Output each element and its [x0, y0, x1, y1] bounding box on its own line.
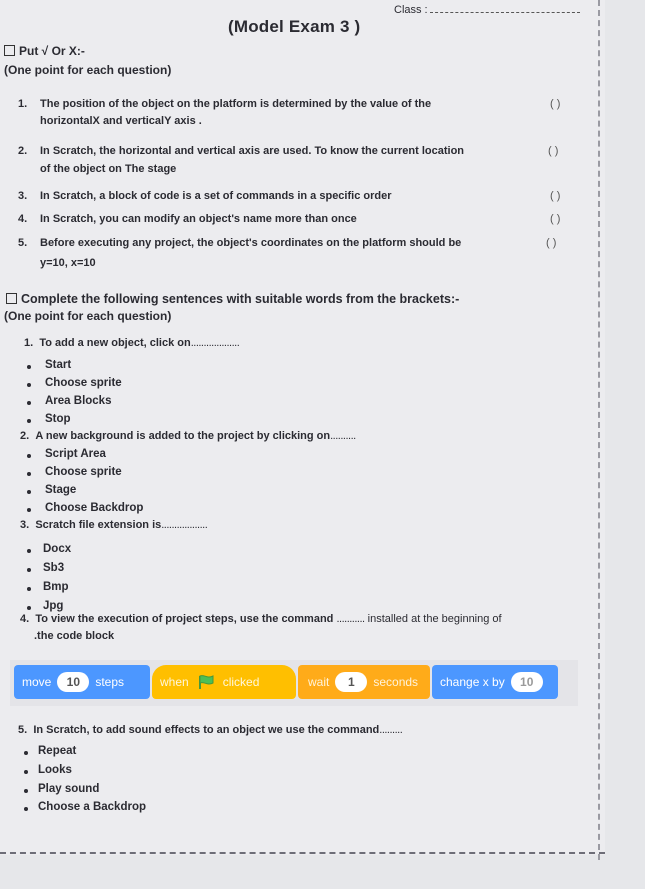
bullet-icon [27, 587, 31, 591]
s1-q5-num: 5. [18, 237, 28, 249]
move-label: move [22, 675, 52, 689]
s1-q5-line1: Before executing any project, the object's coordinates on the platform should be [40, 237, 462, 249]
s2-q3-option: Docx [43, 543, 72, 555]
change-x-by-block [432, 665, 558, 699]
s2-q5-option: Choose a Backdrop [38, 801, 146, 813]
s2-q3-option: Bmp [43, 581, 69, 593]
page-title: (Model Exam 3 ) [228, 17, 361, 36]
change-x-label: change x by [440, 675, 505, 689]
bullet-icon [24, 807, 28, 811]
s2-q2: 2. A new background is added to the project by clicking on.......... [20, 430, 356, 442]
s2-q5-option: Repeat [38, 745, 77, 757]
bullet-icon [24, 789, 28, 793]
s2-q4: 4. To view the execution of project steps, use the command ........... installed at the beginning of [20, 613, 502, 625]
s1-q3-answer: ( ) [550, 190, 561, 202]
s2-q3-option: Sb3 [43, 562, 65, 574]
s1-q4-answer: ( ) [550, 213, 561, 225]
bullet-icon [27, 606, 31, 610]
s2-q3-option: Jpg [43, 600, 64, 612]
s2-q5-option: Play sound [38, 783, 100, 795]
s2-q2-option: Script Area [45, 448, 106, 460]
change-x-value: 10 [511, 672, 543, 692]
when-flag-clicked-block [152, 665, 296, 699]
bullet-icon [27, 490, 31, 494]
s2-q1-option: Area Blocks [45, 395, 112, 407]
wait-value: 1 [335, 672, 367, 692]
s2-q1: 1. To add a new object, click on................... [24, 337, 240, 349]
bullet-icon [27, 419, 31, 423]
section2-subheading: (One point for each question) [4, 309, 172, 323]
s1-q2-line1: In Scratch, the horizontal and vertical axis are used. To know the current location [40, 145, 465, 157]
s1-q1-answer: ( ) [550, 98, 561, 110]
wait-seconds-block [298, 665, 430, 699]
s2-q2-option: Stage [45, 484, 77, 496]
s2-q4-line2: .the code block [34, 630, 115, 642]
s2-q5-option: Looks [38, 764, 72, 776]
s2-q1-option: Stop [45, 413, 71, 425]
bullet-icon [27, 472, 31, 476]
s1-q1-line2: horizontalX and verticalY axis . [40, 115, 202, 127]
s1-q4-num: 4. [18, 213, 28, 225]
class-label: Class : [394, 4, 428, 16]
bullet-icon [27, 508, 31, 512]
s1-q2-line2: of the object on The stage [40, 163, 177, 175]
s2-q5: 5. In Scratch, to add sound effects to an object we use the command......... [18, 724, 403, 736]
clicked-label: clicked [222, 675, 260, 689]
bullet-icon [27, 549, 31, 553]
when-label: when [160, 675, 189, 689]
s1-q2-num: 2. [18, 145, 28, 157]
bullet-icon [27, 454, 31, 458]
s1-q2-answer: ( ) [548, 145, 559, 157]
steps-label: steps [95, 675, 125, 689]
s1-q5-line2: y=10, x=10 [40, 257, 96, 269]
class-field [394, 4, 580, 16]
page-edge-bottom [0, 852, 605, 854]
s1-q3-num: 3. [18, 190, 28, 202]
checkbox-icon [6, 293, 17, 304]
s1-q4-line1: In Scratch, you can modify an object's name more than once [40, 213, 357, 225]
section2-heading: Complete the following sentences with suitable words from the brackets:- [6, 292, 459, 306]
s1-q1-num: 1. [18, 98, 28, 110]
s1-q1-line1: The position of the object on the platform is determined by the value of the [40, 98, 432, 110]
bullet-icon [24, 770, 28, 774]
move-steps-block [14, 665, 150, 699]
s2-q2-option: Choose Backdrop [45, 502, 144, 514]
checkbox-icon [4, 45, 15, 56]
section1-heading: Put √ Or X:- [4, 44, 85, 58]
s2-q2-option: Choose sprite [45, 466, 122, 478]
s2-q3: 3. Scratch file extension is.................. [20, 519, 208, 531]
class-blank-line [430, 12, 580, 13]
page-edge-right [598, 0, 602, 860]
s2-q1-option: Start [45, 359, 72, 371]
section1-subheading: (One point for each question) [4, 63, 172, 77]
bullet-icon [27, 568, 31, 572]
wait-label: wait [308, 675, 330, 689]
s1-q3-line1: In Scratch, a block of code is a set of commands in a specific order [40, 190, 392, 202]
green-flag-icon [197, 674, 215, 690]
seconds-label: seconds [373, 675, 419, 689]
bullet-icon [27, 383, 31, 387]
bullet-icon [27, 365, 31, 369]
bullet-icon [24, 751, 28, 755]
move-steps-value: 10 [57, 672, 89, 692]
s1-q5-answer: ( ) [546, 237, 557, 249]
s2-q1-option: Choose sprite [45, 377, 122, 389]
bullet-icon [27, 401, 31, 405]
